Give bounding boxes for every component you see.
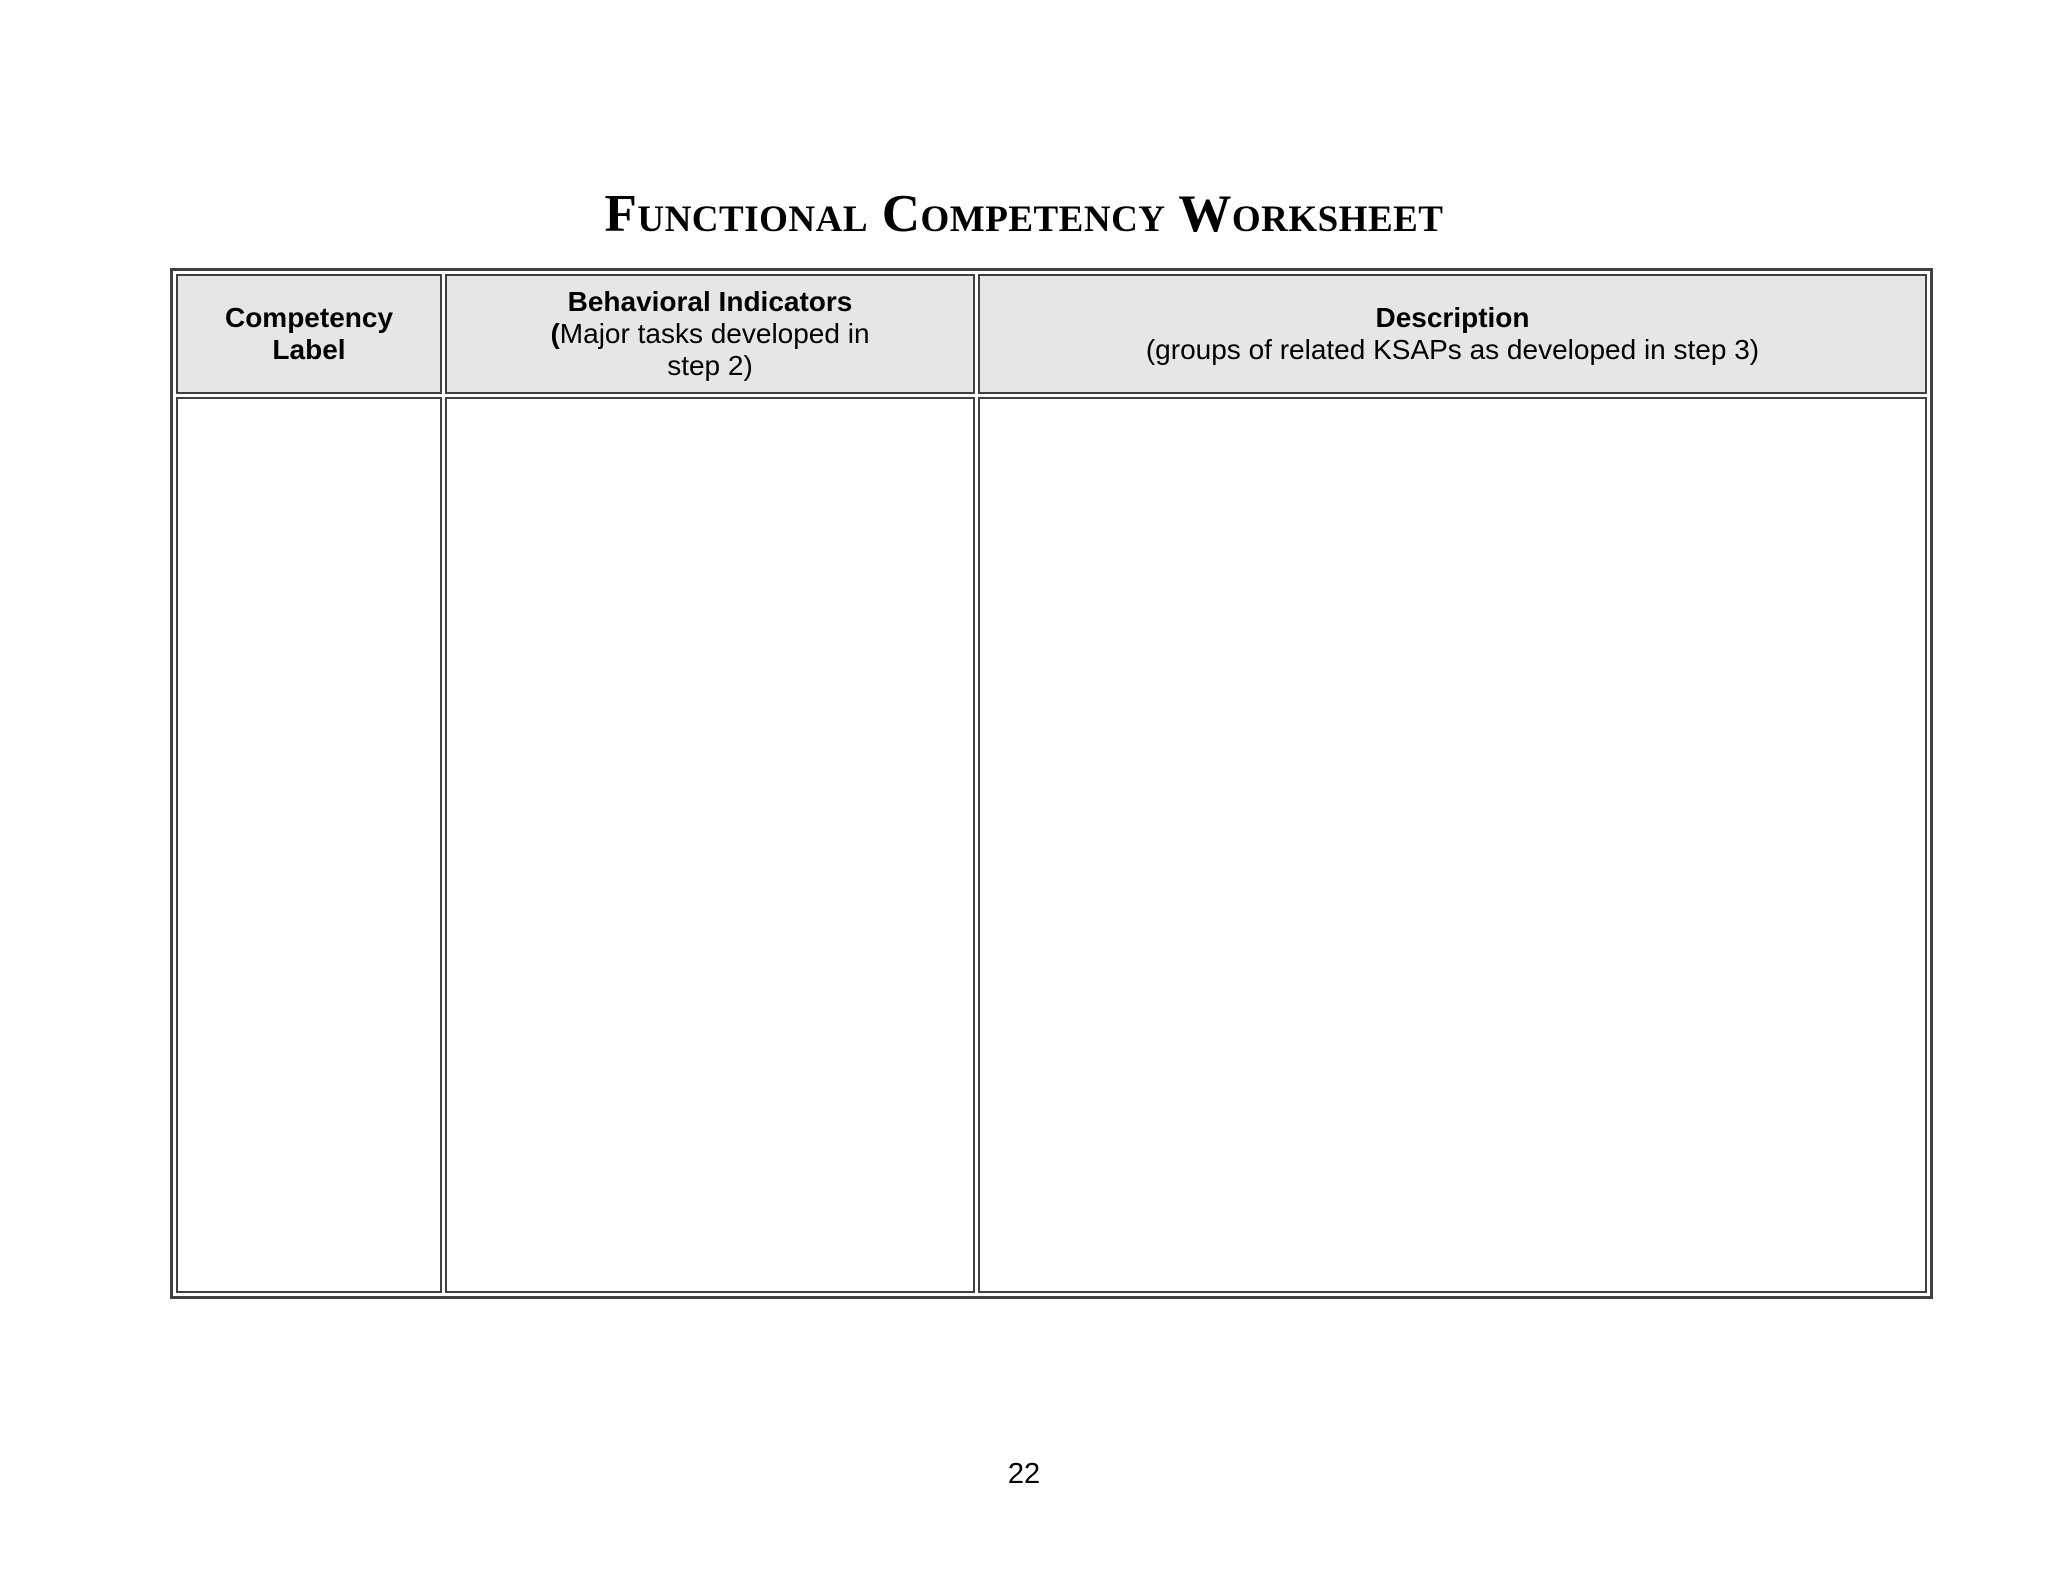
column-header-behavioral-indicators [445, 274, 975, 394]
column-header-subtitle: (groups of related KSAPs as developed in step 3) [1145, 334, 1760, 365]
page-title: Functional Competency Worksheet [604, 185, 1444, 243]
table-row [176, 397, 1927, 1293]
page-number: 22 [1007, 1458, 1041, 1490]
column-header-label-line2: Label [272, 334, 346, 365]
column-header-subtitle [447, 318, 973, 350]
column-header-title: Behavioral Indicators [567, 286, 853, 317]
competency-worksheet-table [170, 268, 1933, 1299]
column-header-description [978, 274, 1927, 394]
column-header-subtitle-line1: Major tasks developed in [559, 318, 870, 349]
column-header-subtitle-line2: step 2) [667, 350, 753, 381]
column-header-label-line1: Competency [224, 302, 394, 333]
behavioral-indicators-cell[interactable] [445, 397, 975, 1293]
competency-label-cell[interactable] [176, 397, 442, 1293]
table-header-row [176, 274, 1927, 394]
column-header-subtitle-paren: ( [550, 318, 560, 349]
column-header-competency-label [176, 274, 442, 394]
column-header-title: Description [1375, 302, 1530, 333]
description-cell[interactable] [978, 397, 1927, 1293]
